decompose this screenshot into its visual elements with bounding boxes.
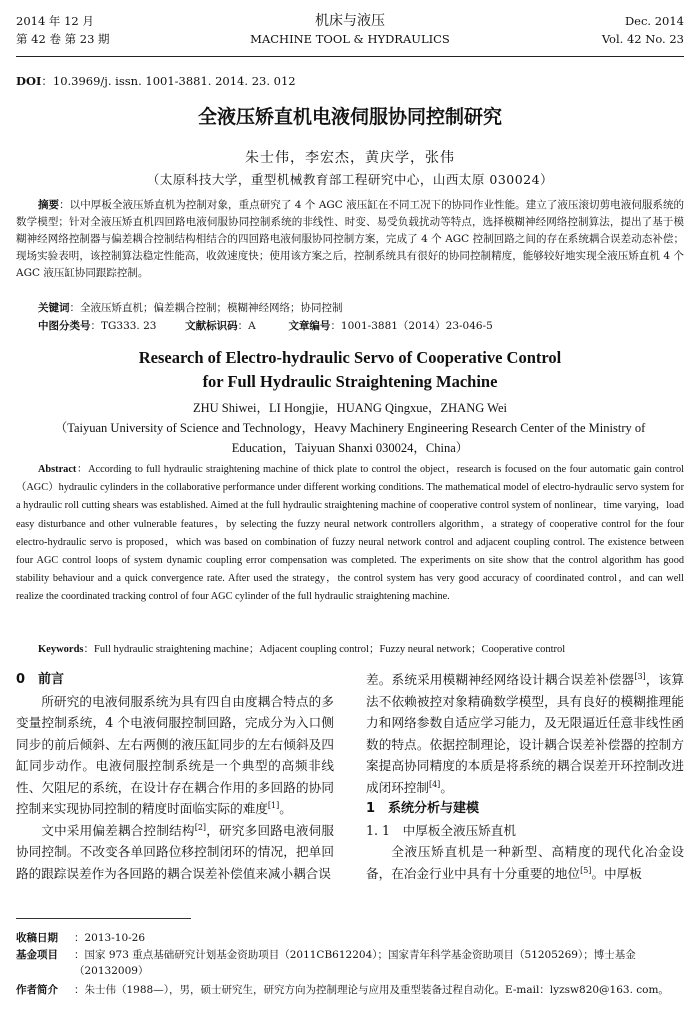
fund-value: ：国家 973 重点基础研究计划基金资助项目（2011CB612204）；国家青年科学基金资助项目（51205269）；博士基金（20132009） xyxy=(74,949,636,977)
paragraph-1-text: 所研究的电液伺服系统为具有四自由度耦合特点的多变量控制系统，4 个电液伺服控制回路，完成分为入口侧同步的前后倾斜、左右两侧的液压缸同步的左右倾斜及四缸同步动作。电液伺服控制系统是一个典型的高频非线性、欠阻尼的系统，在设计存在耦合作用的多回路的协同控制来实现协同控制的精度时面临实际的难度 xyxy=(16,693,334,816)
paragraph-3-end: 。中厚板 xyxy=(591,865,642,881)
affiliation-cn: （太原科技大学，重型机械教育部工程研究中心，山西太原 030024） xyxy=(146,172,554,187)
paper-title-en-line2: for Full Hydraulic Straightening Machine xyxy=(202,372,498,391)
paragraph-3-text: 全液压矫直机是一种新型、高精度的现代化冶金设备，在冶金行业中具有十分重要的地位 xyxy=(366,844,684,881)
footnote-received xyxy=(16,930,684,946)
fund-label: 基金项目 xyxy=(16,949,58,961)
body-column-right xyxy=(366,669,684,884)
clc-value: ：TG333. 23 xyxy=(90,320,157,332)
abstract-en-label: Abstract xyxy=(38,464,77,475)
received-label: 收稿日期 xyxy=(16,932,58,944)
paragraph-1 xyxy=(16,691,334,820)
authors-cn: 朱士伟，李宏杰，黄庆学，张伟 xyxy=(245,150,455,166)
doi-line xyxy=(16,73,296,89)
citation-1[interactable]: [1] xyxy=(267,801,280,810)
keywords-cn-label: 关键词 xyxy=(38,302,70,314)
citation-2[interactable]: [2] xyxy=(194,822,207,832)
clc-label: 中图分类号 xyxy=(38,320,91,332)
paragraph-2-text-b-cont: 差。系统采用模糊神经网络设计耦合误差补偿器 xyxy=(366,672,635,687)
footnote-author xyxy=(16,982,684,998)
footnote-fund xyxy=(16,947,684,979)
citation-3[interactable]: [3] xyxy=(634,672,646,681)
abstract-cn-label: 摘要 xyxy=(38,199,60,211)
header-date-en: Dec. 2014 xyxy=(624,14,684,28)
author-bio-value: ：朱士伟（1988—），男，硕士研究生，研究方向为控制理论与应用及重型装备过程自动化。E-mail：lyzsw820@163. com。 xyxy=(74,984,669,996)
header-center xyxy=(16,12,684,48)
doc-code-label: 文献标识码 xyxy=(185,320,238,332)
keywords-en xyxy=(38,641,684,656)
paragraph-2-text-a: 文中采用偏差耦合控制结构 xyxy=(41,822,195,838)
author-bio-label: 作者简介 xyxy=(16,984,58,996)
paragraph-2-text-c: ，该算法不依赖被控对象精确数学模型，具有良好的模糊推理能力和网络参数自适应学习能力，及无限逼近任意非线性函数的特点。依据控制理论，设计耦合误差补偿器的控制方案提高协同精度的本质是将系统的耦合误差开环控制改进成闭环控制 xyxy=(366,672,685,795)
abstract-en-text: ：According to full hydraulic straightening machine of thick plate to control the object，research is focused on the four automatic gain control（AGC）hydraulic cylinders in the collaborative performance under different working conditions. The mathematical model of electro-hydraulic servo system for a hydraulic roll cutting shears was established. Aimed at the full hydraulic straightening machine of cooperative control system of nonlinear，time varying，load easy disturbance and other vulnerable features，by selecting the fuzzy neural network controllers algorithm，a strategy of cooperative control for the four electro-hydraulic servo is proposed，which was based on combination of fuzzy neural network control and adjacent coupling control. The existence between four AGC control loops of system dynamic coupling error compensation was completed. The experiments on site show that the control algorithm has good stability behaviour and a quick convergence rate. After used the strategy，the control system has very good accuracy of coordinated control，and can well realize the coordinated tracking control of four AGC cylinder of the full hydraulic straightening machine. xyxy=(16,464,684,603)
keywords-cn xyxy=(38,300,343,316)
citation-4[interactable]: [4] xyxy=(428,779,441,789)
section-1-heading: 1 系统分析与建模 xyxy=(366,801,480,816)
paragraph-3 xyxy=(366,841,684,884)
paragraph-2-part2 xyxy=(366,669,684,798)
keywords-en-text: ：Full hydraulic straightening machine；Adjacent coupling control；Fuzzy neural network；Cooperative control xyxy=(83,644,566,655)
affiliation-en: （Taiyuan University of Science and Technology，Heavy Machinery Engineering Research Center of the Ministry of Education，Taiyuan Shanxi 030024，China） xyxy=(54,421,646,455)
paragraph-2-text-b: ，研究多回路电液伺服协同控制。不改变各单回路位移控制闭环的情况，把单回路的跟踪误差作为各回路的耦合误差补偿值来减小耦合误 xyxy=(16,822,335,881)
authors-en: ZHU Shiwei，LI Hongjie，HUANG Qingxue，ZHANG Wei xyxy=(192,401,507,415)
running-header xyxy=(16,12,684,50)
paper-title-cn: 全液压矫直机电液伺服协同控制研究 xyxy=(197,106,502,128)
keywords-en-label: Keywords xyxy=(38,644,84,655)
classification-line xyxy=(38,318,493,334)
doi-value: ：10.3969/j. issn. 1001-3881. 2014. 23. 012 xyxy=(41,74,296,88)
paragraph-2-part1 xyxy=(16,820,334,885)
paragraph-1-end: 。 xyxy=(279,801,292,816)
received-value: ：2013-10-26 xyxy=(74,932,146,944)
article-number-value: ：1001-3881（2014）23-046-5 xyxy=(330,320,493,332)
footnote-divider xyxy=(16,918,191,919)
abstract-cn-text: ：以中厚板全液压矫直机为控制对象，重点研究了 4 个 AGC 液压缸在不同工况下的协同作业性能。建立了液压滚切剪电液伺服系统的数学模型；针对全液压矫直机四回路电液伺服协同控制系统的非线性、时变、易受负载扰动等特点，选择模糊神经网络控制算法，提出了基于模糊神经网络控制器与偏差耦合控制结构相结合的四回路电液伺服协同控制方案，完成了 4 个 AGC 控制回路之间的存在系统耦合误差动态补偿；现场实验表明，该控制算法稳定性能高，收敛速度快；使用该方案之后，控制系统具有很好的协同控制精度，能够较好地实现全液压矫直机 4 个 AGC 液压缸协同跟踪控制。 xyxy=(16,199,684,279)
keywords-cn-text: ：全液压矫直机；偏差耦合控制；模糊神经网络；协同控制 xyxy=(69,302,343,314)
paragraph-2-end: 。 xyxy=(440,779,453,795)
header-right xyxy=(602,12,684,48)
abstract-en xyxy=(16,461,684,607)
doc-code-value: ：A xyxy=(237,320,256,332)
header-volume-en: Vol. 42 No. 23 xyxy=(601,32,684,46)
paper-title-en-line1: Research of Electro-hydraulic Servo of Cooperative Control xyxy=(138,348,562,367)
citation-5[interactable]: [5] xyxy=(580,865,592,875)
header-volume-cn: 第 42 卷 第 23 期 xyxy=(16,32,110,46)
article-number-label: 文章编号 xyxy=(288,320,331,332)
abstract-cn xyxy=(16,197,684,282)
header-divider xyxy=(16,56,684,57)
section-1-1-heading: 1. 1 中厚板全液压矫直机 xyxy=(366,822,516,838)
journal-name-en: MACHINE TOOL & HYDRAULICS xyxy=(250,32,450,46)
body-column-left xyxy=(16,669,334,884)
doi-label: DOI xyxy=(16,74,42,88)
journal-name-cn: 机床与液压 xyxy=(315,13,385,29)
header-date-cn: 2014 年 12 月 xyxy=(16,14,94,28)
section-0-heading: 0 前言 xyxy=(16,672,65,687)
